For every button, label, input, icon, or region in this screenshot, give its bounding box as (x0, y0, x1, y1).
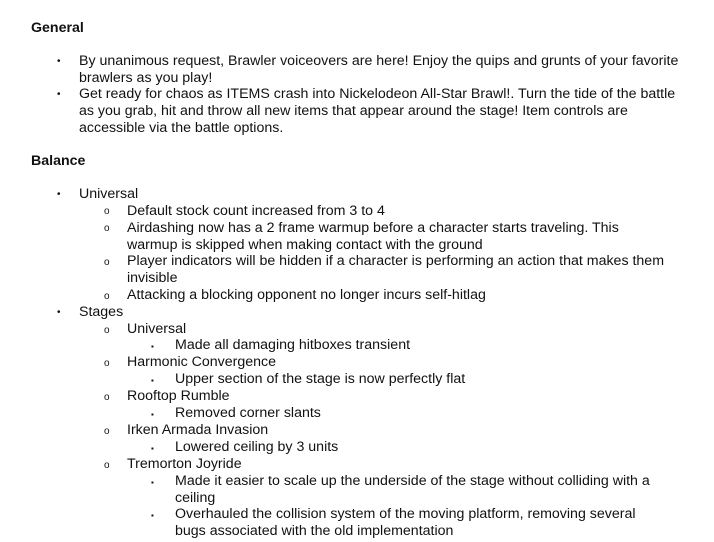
sub-list-item: Attacking a blocking opponent no longer incurs self-hitlag (127, 287, 486, 303)
stage-name: Irken Armada Invasion (127, 422, 269, 438)
sub-bullet-icon: o (104, 460, 110, 471)
sub-bullet-icon: o (104, 257, 110, 268)
sub-bullet-icon: o (104, 291, 110, 302)
stage-name: Rooftop Rumble (127, 388, 230, 404)
section-heading-general: General (31, 20, 84, 36)
list-item-universal: Universal (79, 186, 139, 202)
stage-name: Tremorton Joyride (127, 456, 242, 472)
square-bullet-icon: ▪ (151, 478, 154, 487)
stage-name: Harmonic Convergence (127, 354, 277, 370)
stage-change-item: Made all damaging hitboxes transient (175, 337, 411, 353)
square-bullet-icon: ▪ (151, 444, 154, 453)
sub-bullet-icon: o (104, 426, 110, 437)
square-bullet-icon: ▪ (151, 376, 154, 385)
bullet-icon: • (57, 307, 61, 318)
square-bullet-icon: ▪ (151, 410, 154, 419)
list-item: Get ready for chaos as ITEMS crash into Nickelodeon All-Star Brawl!. Turn the tide of the battle as you grab, hit and throw all new items that appear around the stage! Item controls are accessible via the battle options. (79, 86, 676, 136)
sub-list-item: Airdashing now has a 2 frame warmup before a character starts traveling. This warmup is skipped when making contact with the ground (127, 220, 619, 253)
stage-change-item: Lowered ceiling by 3 units (175, 439, 339, 455)
section-heading-balance: Balance (31, 153, 86, 169)
stage-change-item: Made it easier to scale up the underside of the stage without colliding with a ceiling (175, 473, 650, 506)
stage-change-item: Upper section of the stage is now perfectly flat (175, 371, 466, 387)
stage-change-item: Removed corner slants (175, 405, 321, 421)
sub-bullet-icon: o (104, 392, 110, 403)
sub-bullet-icon: o (104, 358, 110, 369)
bullet-icon: • (57, 56, 61, 67)
list-item-stages: Stages (79, 304, 124, 320)
sub-list-item: Default stock count increased from 3 to 4 (127, 203, 385, 219)
sub-bullet-icon: o (104, 325, 110, 336)
sub-bullet-icon: o (104, 206, 110, 217)
bullet-icon: • (57, 189, 61, 200)
bullet-icon: • (57, 89, 61, 100)
stage-name: Universal (127, 321, 187, 337)
square-bullet-icon: ▪ (151, 342, 154, 351)
list-item: By unanimous request, Brawler voiceovers are here! Enjoy the quips and grunts of your favorite brawlers as you play! (79, 53, 679, 86)
sub-list-item: Player indicators will be hidden if a character is performing an action that makes them invisible (127, 253, 665, 286)
sub-bullet-icon: o (104, 223, 110, 234)
square-bullet-icon: ▪ (151, 511, 154, 520)
stage-change-item: Overhauled the collision system of the moving platform, removing several bugs associated with the old implementation (175, 506, 636, 539)
